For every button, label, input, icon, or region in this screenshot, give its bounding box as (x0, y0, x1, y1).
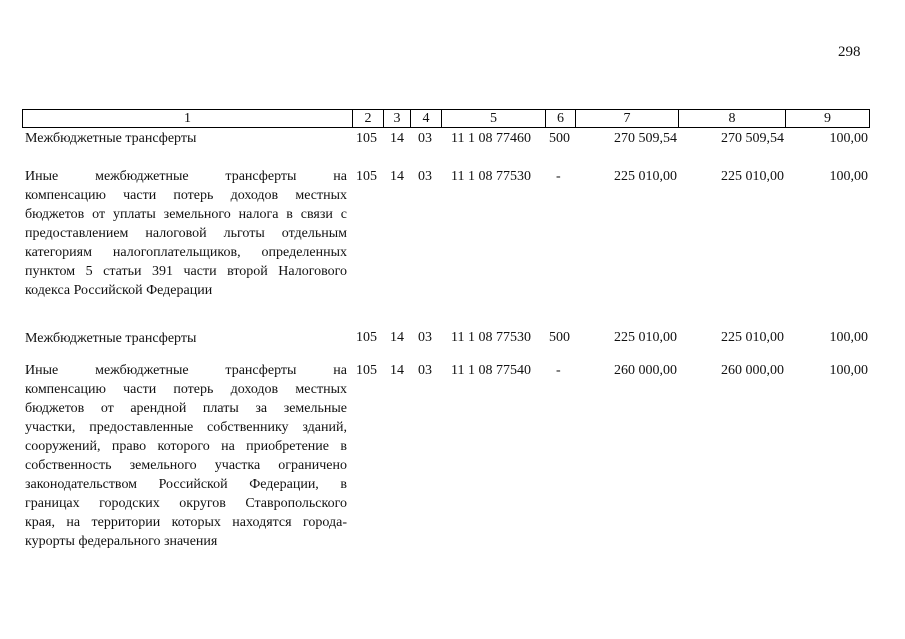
cell-col-6: 500 (549, 131, 570, 146)
column-header: 7 (623, 111, 631, 126)
cell-col-9: 100,00 (829, 363, 868, 378)
description-line: компенсацию части потерь доходов местных (25, 188, 347, 203)
header-bottom-border (22, 127, 870, 128)
description-line: сооружений, право которого на приобретение в (25, 439, 347, 454)
cell-col-4: 03 (418, 363, 432, 378)
cell-col-3: 14 (390, 363, 404, 378)
cell-col-8: 225 010,00 (721, 169, 784, 184)
cell-col-2: 105 (356, 330, 377, 345)
row-description (25, 329, 347, 348)
cell-col-9: 100,00 (829, 330, 868, 345)
cell-col-5: 11 1 08 77540 (451, 363, 531, 378)
cell-col-5: 11 1 08 77530 (451, 330, 531, 345)
description-line: курорты федерального значения (25, 534, 218, 549)
description-line: Иные межбюджетные трансферты на (25, 169, 347, 184)
cell-col-6: - (556, 363, 561, 378)
cell-col-2: 105 (356, 131, 377, 146)
description-line: Межбюджетные трансферты (25, 331, 197, 346)
column-header: 4 (422, 111, 430, 126)
cell-col-5: 11 1 08 77530 (451, 169, 531, 184)
description-line: Межбюджетные трансферты (25, 131, 197, 146)
cell-col-3: 14 (390, 330, 404, 345)
cell-col-5: 11 1 08 77460 (451, 131, 531, 146)
cell-col-4: 03 (418, 131, 432, 146)
description-line: Иные межбюджетные трансферты на (25, 363, 347, 378)
page-number: 298 (838, 44, 861, 60)
cell-col-2: 105 (356, 363, 377, 378)
description-line: края, на территории которых находятся города- (25, 515, 347, 530)
description-line: бюджетов от арендной платы за земельные (25, 401, 347, 416)
header-top-border (22, 109, 870, 110)
cell-col-4: 03 (418, 169, 432, 184)
cell-col-6: 500 (549, 330, 570, 345)
row-description (25, 361, 347, 551)
cell-col-9: 100,00 (829, 169, 868, 184)
column-header: 6 (557, 111, 564, 126)
cell-col-4: 03 (418, 330, 432, 345)
description-line: собственность земельного участка ограничено (25, 458, 347, 473)
cell-col-7: 260 000,00 (614, 363, 677, 378)
cell-col-3: 14 (390, 131, 404, 146)
description-line: компенсацию части потерь доходов местных (25, 382, 347, 397)
column-header: 8 (728, 111, 736, 126)
row-description (25, 129, 347, 148)
description-line: категориям налогоплательщиков, определенных (25, 245, 347, 260)
row-description (25, 167, 347, 300)
column-header: 1 (184, 111, 191, 126)
description-line: законодательством Российской Федерации, в (25, 477, 347, 492)
description-line: кодекса Российской Федерации (25, 283, 213, 298)
cell-col-3: 14 (390, 169, 404, 184)
column-header: 9 (824, 111, 831, 126)
column-header: 5 (490, 111, 497, 126)
cell-col-8: 225 010,00 (721, 330, 784, 345)
description-line: участки, предоставленные собственнику зданий, (25, 420, 347, 435)
cell-col-6: - (556, 169, 561, 184)
description-line: пунктом 5 статьи 391 части второй Налогового (25, 264, 347, 279)
cell-col-7: 225 010,00 (614, 330, 677, 345)
cell-col-2: 105 (356, 169, 377, 184)
description-line: бюджетов от уплаты земельного налога в связи с (25, 207, 347, 222)
cell-col-9: 100,00 (829, 131, 868, 146)
cell-col-7: 270 509,54 (614, 131, 677, 146)
column-header: 2 (364, 111, 372, 126)
description-line: предоставлением налоговой льготы отдельным (25, 226, 347, 241)
column-header: 3 (393, 111, 401, 126)
cell-col-8: 260 000,00 (721, 363, 784, 378)
cell-col-7: 225 010,00 (614, 169, 677, 184)
cell-col-8: 270 509,54 (721, 131, 784, 146)
description-line: границах городских округов Ставропольского (25, 496, 347, 511)
header-divider (869, 109, 870, 128)
